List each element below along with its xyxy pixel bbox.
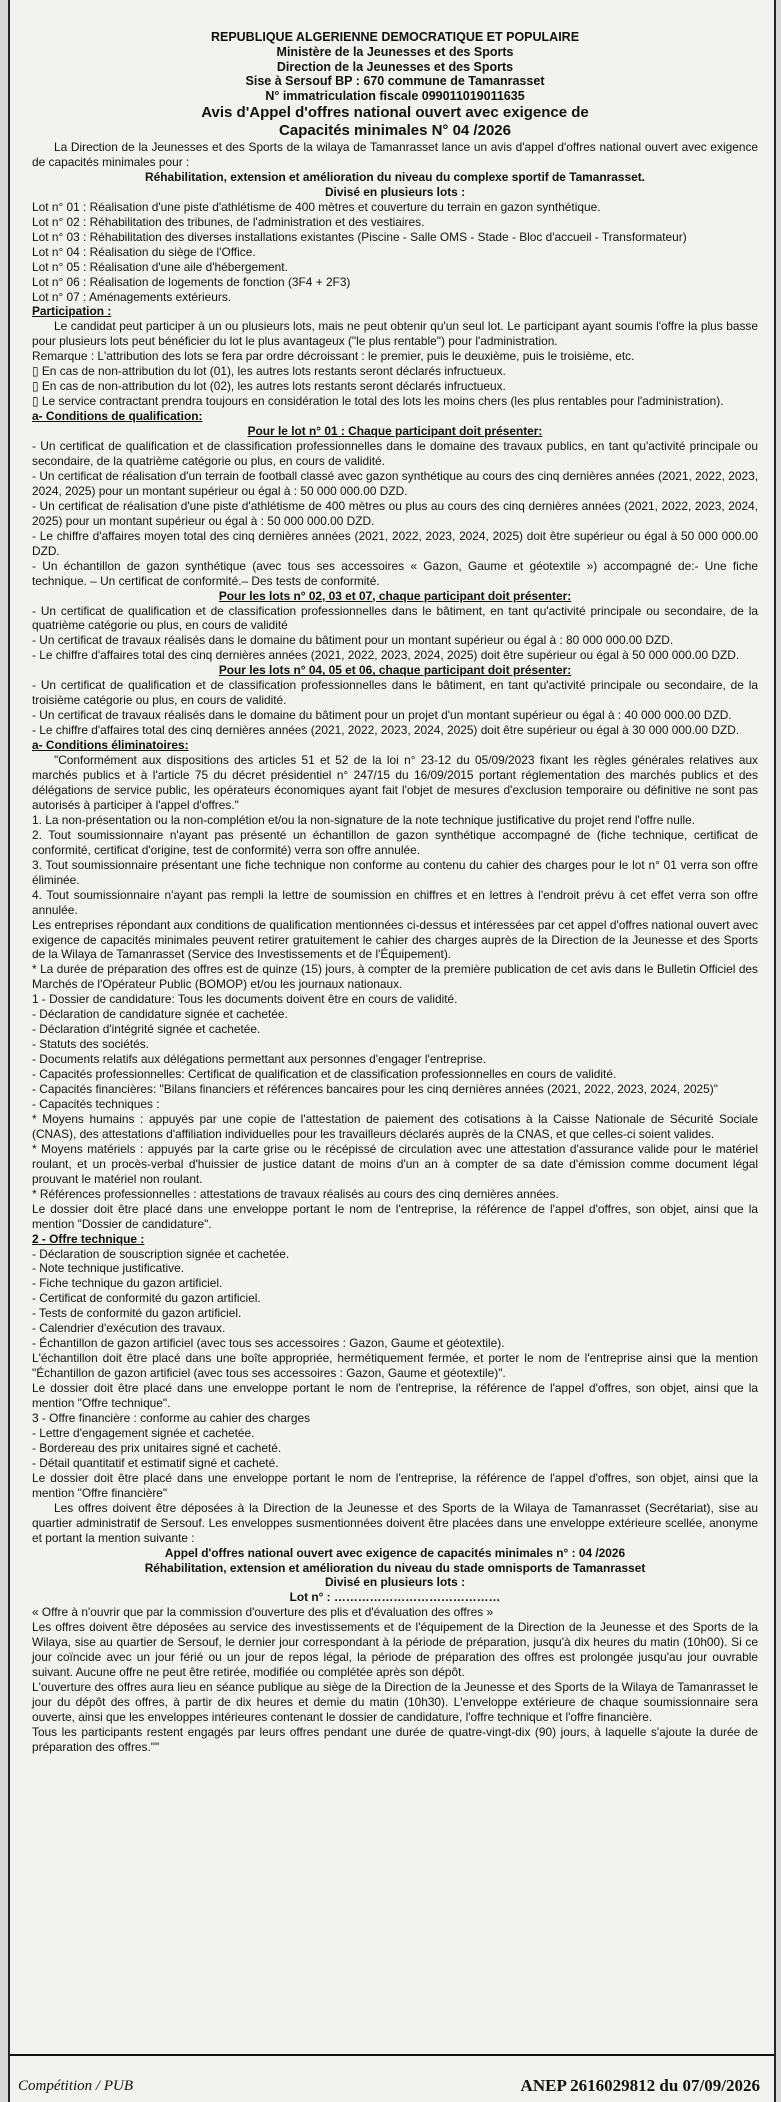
title-line-1: Avis d'Appel d'offres national ouvert avec exigence de (201, 103, 589, 121)
technical-offer-heading: 2 - Offre technique : (32, 1231, 145, 1246)
professional-references: * Références professionnelles : attestations de travaux réalisés au cours des cinq dernières années. (32, 1186, 559, 1201)
technical-offer-item: - Note technique justificative. (32, 1261, 185, 1276)
sample-packaging-note: L'échantillon doit être placé dans une boîte appropriée, hermétiquement fermée, et porter le nom de l'entreprise ainsi que la mention "Échantillon de gazon artificiel (avec tous ses accessoires : Gazon, Gaume et géotextile)". (32, 1351, 758, 1381)
notice-header (32, 30, 758, 104)
header-direction: Direction de la Jeunesses et des Sports (276, 59, 514, 74)
candidature-envelope-note: Le dossier doit être placé dans une enveloppe portant le nom de l'entreprise, la référence de l'appel d'offres, son objet, ainsi que la mention "Dossier de candidature". (32, 1201, 758, 1231)
notice-title (32, 104, 758, 140)
candidature-item: - Capacités professionnelles: Certificat de qualification et de classification professionnelles en cours de validité. (32, 1067, 617, 1082)
header-tax-id: N° immatriculation fiscale 09901101901163​5 (265, 89, 525, 104)
lot1-heading: Pour le lot n° 01 : Chaque participant doit présenter: (247, 424, 543, 439)
material-resources: * Moyens matériels : appuyés par la carte grise ou le récépissé de circulation avec une attestation d'assurance valide pour le matériel roulant, et un procès-verbal d'huissier de justice datant de moins d'un an à compter de sa date d'émission comme document légal prouvant le matériel non roulant. (32, 1141, 758, 1186)
participation-text: Le candidat peut participer à un ou plusieurs lots, mais ne peut obtenir qu'un seul lot. Le participant ayant soumis l'offre la plus basse pour plusieurs lots peut bénéficier du lot le plus avantageux ("le plus rentable") pour l'administration. (32, 319, 758, 349)
envelope-line: Appel d'offres national ouvert avec exigence de capacités minimales n° : 04 /2026 (164, 1545, 626, 1560)
footer-bar (10, 2054, 774, 2102)
lot-item: Lot n° 02 : Réhabilitation des tribunes, de l'administration et des vestiaires. (32, 214, 425, 229)
participation-section (32, 304, 758, 409)
offer-validity: Tous les participants restent engagés par leurs offres pendant une durée de quatre-vingt-dix (90) jours, à laquelle s'ajoute la durée de préparation des offres."" (32, 1725, 758, 1754)
footer-anep-reference: ANEP 2616029812 du 07/09/2026 (520, 2076, 760, 2096)
technical-envelope-note: Le dossier doit être placé dans une enveloppe portant le nom de l'entreprise, la référence de l'appel d'offres, son objet, ainsi que la mention "Offre technique". (32, 1381, 758, 1411)
candidature-item: - Capacités techniques : (32, 1096, 160, 1111)
lot-item: Lot n° 04 : Réalisation du siège de l'Office. (32, 244, 256, 259)
financial-offer-section (32, 1411, 758, 1546)
lot-item: Lot n° 06 : Réalisation de logements de fonction (3F4 + 2F3) (32, 274, 351, 289)
lot-item: Lot n° 01 : Réalisation d'une piste d'athlétisme de 400 mètres et couverture du terrain en gazon synthétique. (32, 199, 601, 214)
financial-offer-item: - Détail quantitatif et estimatif signé et cacheté. (32, 1455, 279, 1470)
elimination-item: 3. Tout soumissionnaire présentant une fiche technique non conforme au contenu du cahier des charges pour le lot n° 01 verra son offre éliminée. (32, 857, 758, 887)
candidature-item: - Statuts des sociétés. (32, 1037, 149, 1052)
candidature-section (32, 992, 758, 1231)
preparation-duration: * La durée de préparation des offres est de quinze (15) jours, à compter de la première publication de cet avis dans le Bulletin Officiel des Marchés de l'Opérateur Public (BOMOP) et/ou les journaux nationaux. (32, 962, 758, 992)
participation-bullet: ▯ En cas de non-attribution du lot (01), les autres lots restants seront déclarés infructueux. (32, 364, 506, 379)
lot1-requirement: - Un certificat de qualification et de classification professionnelles dans le domaine des travaux publics, en tant qu'activité principale ou secondaire, de la quatrième catégorie ou plus, en cours de validité. (32, 439, 758, 468)
lots2-requirement: - Le chiffre d'affaires total des cinq dernières années (2021, 2022, 2023, 2024, 2025) doit être supérieur ou égal à 50 000 000.00 DZD. (32, 648, 740, 663)
intro-text: La Direction de la Jeunesses et des Sports de la wilaya de Tamanrasset lance un avis d'appel d'offres national ouvert avec exigence de capacités minimales pour : (32, 139, 758, 169)
lots3-requirement: - Le chiffre d'affaires total des cinq dernières années (2021, 2022, 2023, 2024, 2025) doit être supérieur ou égal à 30 000 000.00 DZD. (32, 723, 740, 738)
participation-bullet: ▯ En cas de non-attribution du lot (02), les autres lots restants seront déclarés infructueux. (32, 379, 506, 394)
technical-offer-item: - Tests de conformité du gazon artificiel. (32, 1306, 242, 1321)
lots3-requirement: - Un certificat de travaux réalisés dans le domaine du bâtiment pour un projet d'un montant supérieur ou égal à : 40 000 000.00 DZD. (32, 708, 732, 723)
divided-label: Divisé en plusieurs lots : (324, 184, 466, 199)
header-address: Sise à Sersouf BP : 670 commune de Tamanrasset (245, 74, 545, 89)
lots-list (32, 200, 758, 305)
elimination-quote: "Conformément aux dispositions des articles 51 et 52 de la loi n° 23-12 du 05/09/2023 fixant les règles générales relatives aux marchés publics et à l'article 75 du décret présidentiel n° 247/15 du 16/09/2015 portant réglementation des marchés publics et des délégations de service public, les opérateurs économiques ayant fait l'objet de mesures d'exclusion temporaire ou définitive ne sont pas autorisés à participer à l'appel d'offres." (32, 753, 758, 812)
lot-item: Lot n° 03 : Réhabilitation des diverses installations existantes (Piscine - Salle OMS - Stade - Bloc d'accueil - Transformateur) (32, 229, 687, 244)
bullet-icon: ▯ (32, 394, 42, 409)
financial-envelope-note: Le dossier doit être placé dans une enveloppe portant le nom de l'entreprise, la référence de l'appel d'offres, son objet, ainsi que la mention "Offre financière" (32, 1470, 758, 1500)
elimination-item: 4. Tout soumissionnaire n'ayant pas rempli la lettre de soumission en chiffres et en lettres à l'endroit prévu à cet effet verra son offre annulée. (32, 887, 758, 917)
outer-envelope-mention (32, 1546, 758, 1621)
header-republic: REPUBLIQUE ALGERIENNE DEMOCRATIQUE ET POPULAIRE (210, 30, 580, 44)
opening-session: L'ouverture des offres aura lieu en séance publique au siège de la Direction de la Jeunesse et des Sports de la Wilaya de Tamanrasset le jour du dépôt des offres, à partir de dix heures et demie du matin (10h30). L'enveloppe extérieure de chaque soumissionnaire sera ouverte, ainsi que les enveloppes intérieures contenant le dossier de candidature, l'offre technique et l'offre financière. (32, 1680, 758, 1725)
lots2-heading: Pour les lots n° 02, 03 et 07, chaque participant doit présenter: (218, 588, 572, 603)
lot-item: Lot n° 07 : Aménagements extérieurs. (32, 289, 232, 304)
withdrawal-text: Les entreprises répondant aux conditions de qualification mentionnées ci-dessus et intéressées par cet appel d'offres national ouvert avec exigence de capacités minimales peuvent retirer gratuitement le cahier des charges auprès de la Direction de la Jeunesse et des Sports de la Wilaya de Tamanrasset (Service des Investissements et de l'Équipement). (32, 917, 758, 962)
lot1-requirement: - Un certificat de réalisation d'un terrain de football classé avec gazon synthétique au cours des cinq dernières années (2021, 2022, 2023, 2024, 2025) pour un montant supérieur ou égal à : 50 000 000.00 DZD. (32, 468, 758, 498)
participation-remark: Remarque : L'attribution des lots se fera par ordre décroissant : le premier, puis le deuxième, puis le troisième, etc. (32, 349, 635, 364)
qualification-heading: a- Conditions de qualification: (32, 409, 203, 424)
financial-offer-item: - Lettre d'engagement signée et cachetée. (32, 1425, 255, 1440)
qualification-section (32, 409, 758, 738)
project-title: Réhabilitation, extension et amélioration du niveau du complexe sportif de Tamanrasset. (145, 169, 645, 184)
financial-offer-heading: 3 - Offre financière : conforme au cahier des charges (32, 1411, 311, 1425)
human-resources: * Moyens humains : appuyés par une copie de l'attestation de paiement des cotisations à la Caisse Nationale de Sécurité Sociale (CNAS), des attestations d'affiliation individuelles pour les travailleurs déclarés auprès de la CNAS, et que celles-ci soient valides. (32, 1111, 758, 1141)
lots3-heading: Pour les lots n° 04, 05 et 06, chaque participant doit présenter: (218, 663, 572, 678)
closing-section (32, 1620, 758, 1755)
candidature-item: - Capacités financières: "Bilans financiers et références bancaires pour les cinq dernières années (2021, 2022, 2023, 2024, 2025)" (32, 1082, 718, 1097)
title-line-2: Capacités minimales N° 04 /2026 (279, 121, 511, 139)
envelope-do-not-open: « Offre à n'ouvrir que par la commission d'ouverture des plis et d'évaluation des offres » (32, 1605, 494, 1620)
candidature-item: - Déclaration de candidature signée et cachetée. (32, 1007, 288, 1022)
envelope-line: Divisé en plusieurs lots : (324, 1575, 466, 1590)
deposit-instructions: Les offres doivent être déposées à la Direction de la Jeunesse et des Sports de la Wilaya de Tamanrasset (Secrétariat), sise au quartier administratif de Sersouf. Les enveloppes susmentionnées doivent être placées dans une enveloppe extérieure scellée, anonyme et portant la mention suivante : (32, 1500, 758, 1545)
bullet-icon: ▯ (32, 364, 42, 379)
newspaper-notice (8, 0, 776, 2102)
technical-offer-item: - Calendrier d'exécution des travaux. (32, 1321, 226, 1336)
elimination-item: 1. La non-présentation ou la non-complétion et/ou la non-signature de la note technique justificative du projet rend l'offre nulle. (32, 812, 696, 827)
technical-offer-item: - Déclaration de souscription signée et cachetée. (32, 1246, 290, 1261)
participation-heading: Participation : (32, 304, 112, 319)
candidature-item: - Documents relatifs aux délégations permettant aux personnes d'engager l'entreprise. (32, 1052, 486, 1067)
elimination-heading: a- Conditions éliminatoires: (32, 738, 189, 753)
lot1-requirement: - Un échantillon de gazon synthétique (avec tous ses accessoires « Gazon, Gaume et géotextile ») accompagné de:- Une fiche technique. – Un certificat de conformité.– Des tests de conformité. (32, 558, 758, 588)
lot-item: Lot n° 05 : Réalisation d'une aile d'hébergement. (32, 259, 288, 274)
technical-offer-section (32, 1232, 758, 1411)
technical-offer-item: - Fiche technique du gazon artificiel. (32, 1276, 223, 1291)
lots3-requirement: - Un certificat de qualification et de classification professionnelles dans le bâtiment, en tant qu'activité principale ou secondaire, de la troisième catégorie ou plus, en cours de validité. (32, 678, 758, 708)
footer-source: Compétition / PUB (18, 2078, 133, 2095)
financial-offer-item: - Bordereau des prix unitaires signé et cacheté. (32, 1440, 282, 1455)
envelope-line: Réhabilitation, extension et amélioration du niveau du stade omnisports de Tamanrasset (144, 1560, 646, 1575)
elimination-section (32, 738, 758, 917)
candidature-heading: 1 - Dossier de candidature: Tous les documents doivent être en cours de validité. (32, 992, 458, 1007)
lots2-requirement: - Un certificat de qualification et de classification professionnelles dans le bâtiment, en tant qu'activité principale ou secondaire, de la quatrième catégorie ou plus, en cours de validité (32, 603, 758, 633)
lots2-requirement: - Un certificat de travaux réalisés dans le domaine du bâtiment pour un montant supérieur ou égal à : 80 000 000.00 DZD. (32, 633, 674, 648)
lot1-requirement: - Un certificat de réalisation d'une piste d'athlétisme de 400 mètres ou plus au cours des cinq dernières années (2021, 2022, 2023, 2024, 2025) pour un montant supérieur ou égal à : 50 000 000.00 DZD. (32, 498, 758, 528)
header-ministry: Ministère de la Jeunesses et des Sports (276, 44, 514, 59)
deposit-deadline: Les offres doivent être déposées au service des investissements et de l'équipement de la Direction de la Jeunesse et des Sports de la Wilaya, sise au quartier de Sersouf, le dernier jour correspondant à la période de préparation, jusqu'à dix heures du matin (10h00). Si ce jour coïncide avec un jour férié ou un jour de repos légal, la période de préparation des offres est prolongée jusqu'au jour ouvrable suivant. Aucune offre ne peut être retirée, modifiée ou complétée après son dépôt. (32, 1620, 758, 1680)
lot1-requirement: - Le chiffre d'affaires moyen total des cinq dernières années (2021, 2022, 2023, 2024, 2025) doit être supérieur ou égal à 50 000 000.00 DZD. (32, 528, 758, 558)
elimination-item: 2. Tout soumissionnaire n'ayant pas présenté un échantillon de gazon synthétique accompagné de (fiche technique, certificat de conformité, certificat d'origine, test de conformité) verra son offre annulée. (32, 827, 758, 857)
participation-bullet: ▯ Le service contractant prendra toujours en considération le total des lots les moins chers (les plus rentables pour l'administration). (32, 394, 724, 409)
envelope-lot-line: Lot n° : …………………………………… (289, 1590, 501, 1605)
technical-offer-item: - Certificat de conformité du gazon artificiel. (32, 1291, 261, 1306)
technical-offer-item: - Échantillon de gazon artificiel (avec tous ses accessoires : Gazon, Gaume et géotextile). (32, 1336, 505, 1351)
candidature-item: - Déclaration d'intégrité signée et cachetée. (32, 1022, 261, 1037)
bullet-icon: ▯ (32, 379, 42, 394)
